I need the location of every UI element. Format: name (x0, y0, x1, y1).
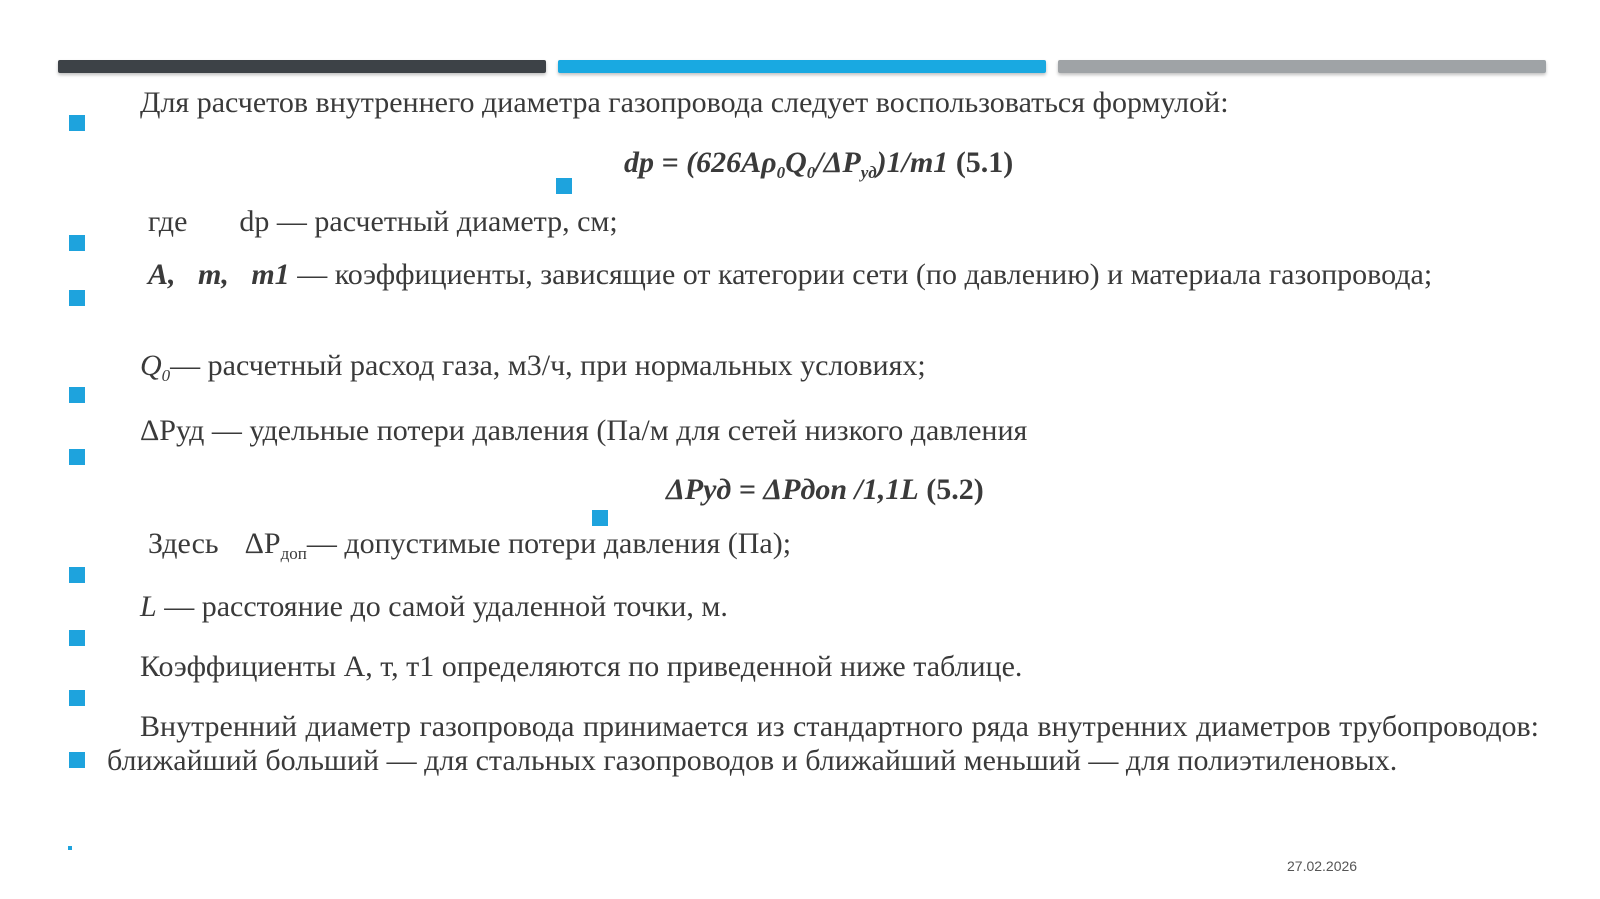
intro-line: Для расчетов внутреннего диаметра газопровода следует воспользоваться формулой: (140, 86, 1229, 119)
bullet-marker (592, 510, 608, 526)
q0-line (140, 349, 926, 383)
formula-5-1-part: )1/m1 (876, 146, 949, 179)
bullet-marker (69, 235, 85, 251)
bullet-marker (556, 178, 572, 194)
formula-5-1-part: dp = (626Aρ (624, 146, 777, 179)
formula-5-1-number: (5.1) (948, 146, 1014, 179)
q0-subscript: 0 (161, 366, 171, 385)
l-definition: — расстояние до самой удаленной точки, м. (156, 590, 728, 623)
where-word: где (148, 205, 188, 238)
formula-5-1-sub: 0 (806, 163, 816, 182)
q0-definition: — расчетный расход газа, м3/ч, при нормальных условиях; (170, 349, 926, 382)
dp-symbol: dp (239, 205, 270, 238)
bullet-marker (69, 115, 85, 131)
coef-table-line: Коэффициенты А, т, т1 определяются по приведенной ниже таблице. (140, 650, 1023, 683)
formula-5-1 (624, 146, 1013, 180)
formula-5-2-expression: ΔPуд = ΔPдоп /1,1L (666, 473, 919, 506)
dp-definition: — расчетный диаметр, см; (276, 205, 618, 238)
coefficient-symbols: A, m, m1 (148, 258, 290, 291)
bullet-marker (69, 752, 85, 768)
top-bar-blue (558, 60, 1046, 73)
dp-dop-symbol: ΔP (244, 527, 281, 560)
slide-date: 27.02.2026 (1287, 858, 1358, 874)
dp-dop-subscript: доп (280, 544, 307, 563)
formula-5-2-number: (5.2) (918, 473, 984, 506)
top-bar-dark (58, 60, 546, 73)
coefficients-definition: — коэффициенты, зависящие от категории сети (по давлению) и материала газопровода; (297, 258, 1433, 291)
bullet-marker (69, 387, 85, 403)
zdes-word: Здесь (148, 527, 219, 560)
diameter-paragraph: Внутренний диаметр газопровода принимается из стандартного ряда внутренних диаметров трубопроводов: ближайший больший — для стальных газопроводов и ближайший меньший — для полиэтиленовых. (107, 710, 1539, 777)
bullet-marker (68, 846, 72, 850)
coefficients-paragraph (107, 258, 1539, 292)
bullet-marker (69, 290, 85, 306)
bullet-marker (69, 630, 85, 646)
formula-5-1-part: Q (785, 146, 807, 179)
formula-5-1-sub: 0 (776, 163, 786, 182)
where-dp-line (148, 205, 618, 239)
l-symbol: L (140, 590, 157, 623)
formula-5-1-sub: уд (860, 163, 877, 182)
l-line (140, 590, 728, 624)
dp-dop-definition: — допустимые потери давления (Па); (306, 527, 792, 560)
zdes-line (148, 527, 791, 561)
dp-ud-line: ΔPуд — удельные потери давления (Па/м для сетей низкого давления (140, 414, 1028, 447)
formula-5-2 (666, 473, 984, 507)
bullet-marker (69, 690, 85, 706)
bullet-marker (69, 449, 85, 465)
bullet-marker (69, 567, 85, 583)
q0-symbol: Q (140, 349, 162, 382)
formula-5-1-part: /ΔP (815, 146, 861, 179)
top-bar-gray (1058, 60, 1546, 73)
